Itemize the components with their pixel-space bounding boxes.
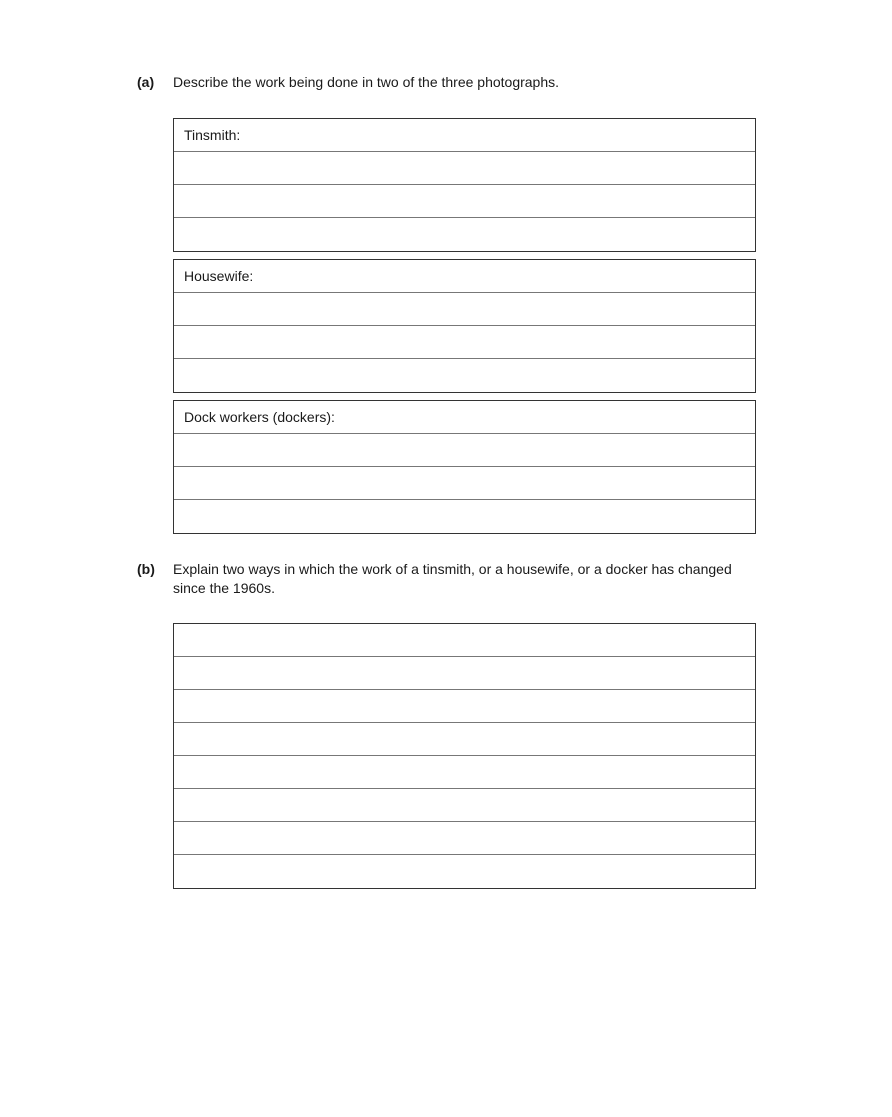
answer-line[interactable] [174, 434, 755, 467]
answer-box-tinsmith [173, 118, 756, 252]
answer-line[interactable] [174, 723, 755, 756]
question-a-label: (a) [137, 74, 155, 90]
question-b-text-line2: since the 1960s. [173, 580, 275, 596]
answer-box-housewife [173, 259, 756, 393]
answer-line[interactable] [174, 152, 755, 185]
answer-line[interactable] [174, 756, 755, 789]
answer-prompt-dockers: Dock workers (dockers): [174, 401, 755, 434]
question-b-text [173, 560, 753, 598]
answer-line[interactable] [174, 326, 755, 359]
answer-line[interactable] [174, 359, 755, 392]
answer-line[interactable] [174, 624, 755, 657]
answer-line[interactable] [174, 467, 755, 500]
answer-box-part-b [173, 623, 756, 889]
answer-line[interactable] [174, 293, 755, 326]
answer-line[interactable] [174, 657, 755, 690]
answer-line[interactable] [174, 789, 755, 822]
answer-line[interactable] [174, 855, 755, 888]
answer-prompt-housewife: Housewife: [174, 260, 755, 293]
question-b-label: (b) [137, 561, 155, 577]
answer-box-dockers [173, 400, 756, 534]
answer-line[interactable] [174, 185, 755, 218]
question-b-text-line1: Explain two ways in which the work of a tinsmith, or a housewife, or a docker has changed [173, 561, 732, 577]
answer-line[interactable] [174, 218, 755, 251]
answer-line[interactable] [174, 690, 755, 723]
answer-line[interactable] [174, 822, 755, 855]
answer-line[interactable] [174, 500, 755, 533]
answer-prompt-tinsmith: Tinsmith: [174, 119, 755, 152]
question-a-text: Describe the work being done in two of the three photographs. [173, 74, 560, 90]
